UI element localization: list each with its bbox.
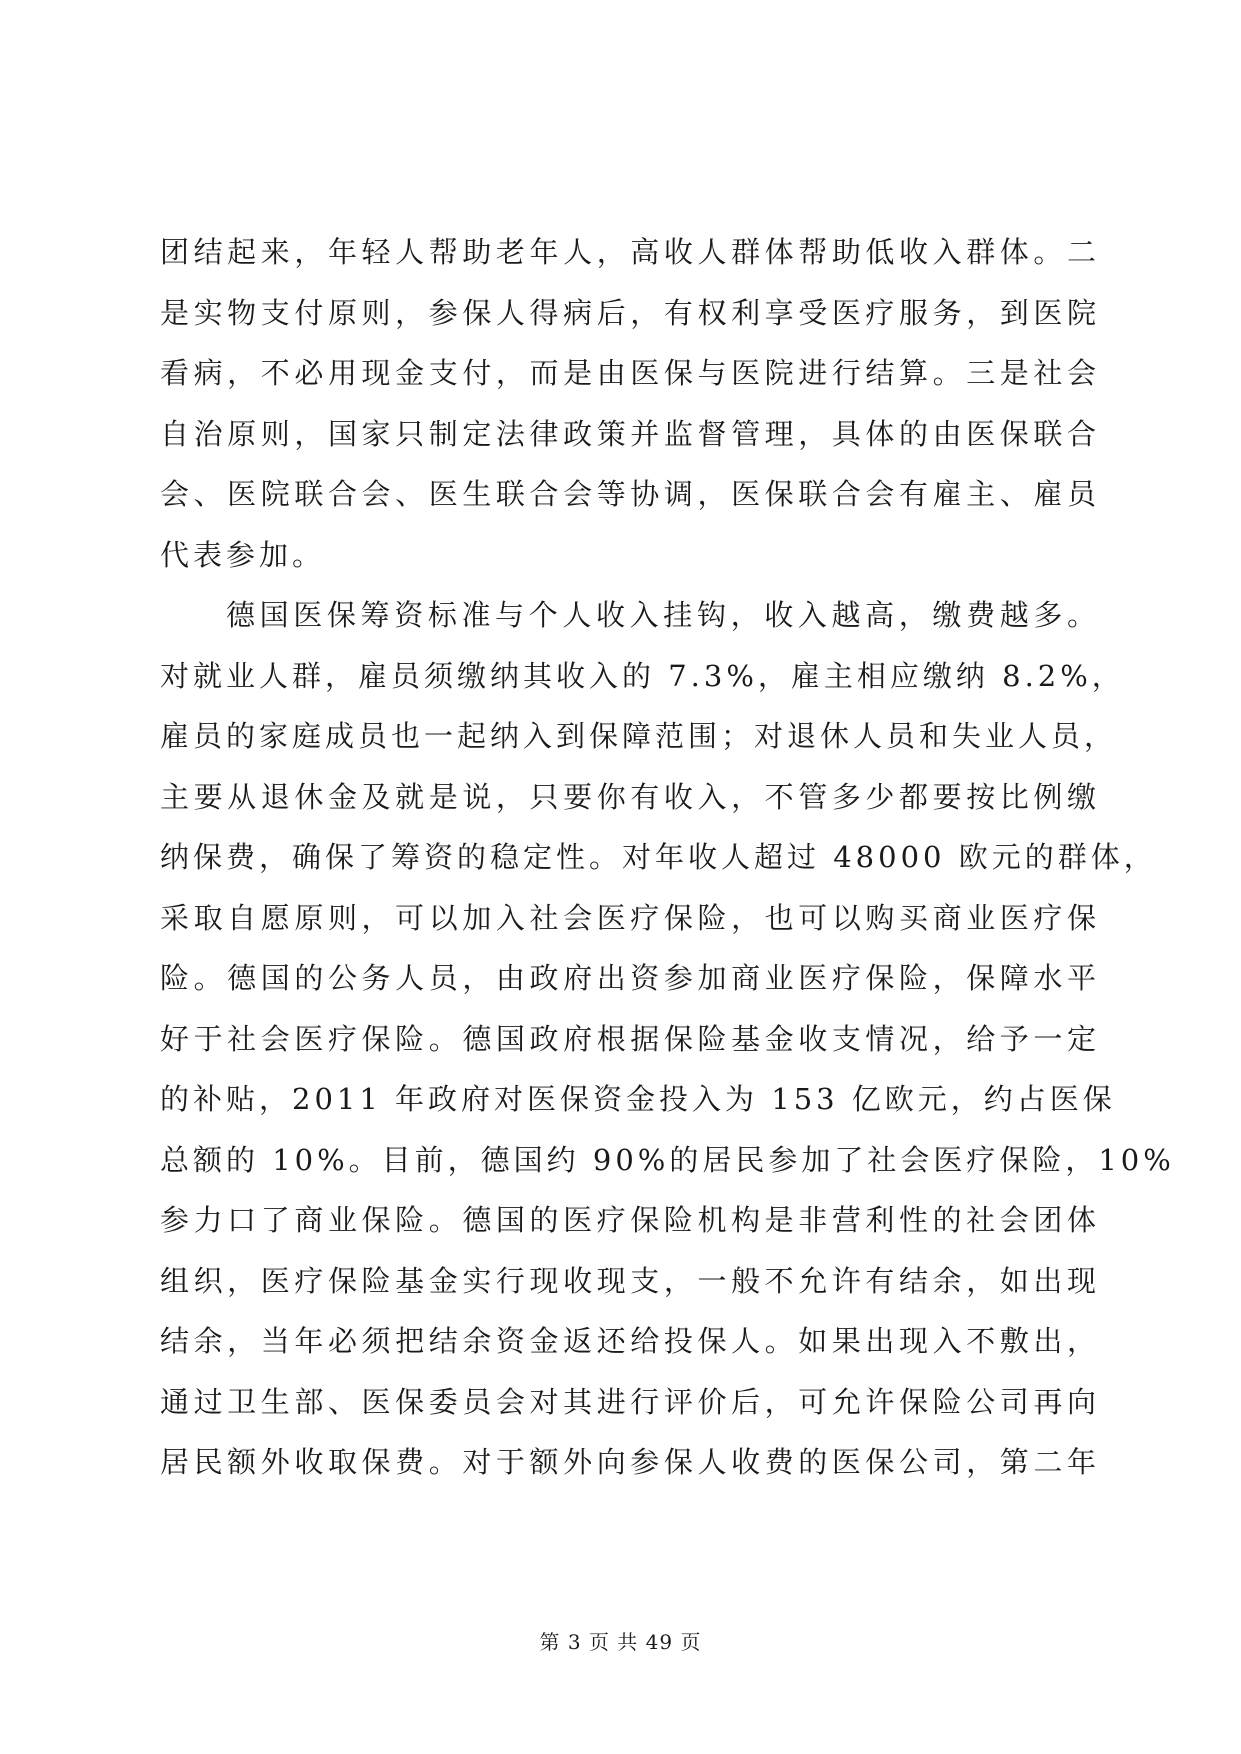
text-line: 德国医保筹资标准与个人收入挂钩，收入越高，缴费越多。 bbox=[226, 598, 1100, 632]
text-line: 主要从退休金及就是说，只要你有收入，不管多少都要按比例缴 bbox=[160, 779, 1100, 814]
text-line: 代表参加。 bbox=[160, 537, 326, 572]
text-line: 会、医院联合会、医生联合会等协调，医保联合会有雇主、雇员 bbox=[160, 477, 1100, 511]
page-number-footer: 第 3 页 共 49 页 bbox=[539, 1630, 702, 1654]
text-line: 好于社会医疗保险。德国政府根据保险基金收支情况，给予一定 bbox=[160, 1021, 1100, 1056]
text-line: 险。德国的公务人员，由政府出资参加商业医疗保险，保障水平 bbox=[160, 961, 1100, 995]
document-body bbox=[160, 222, 1175, 1493]
text-line: 对就业人群，雇员须缴纳其收入的 7.3%，雇主相应缴纳 8.2%， bbox=[160, 658, 1125, 693]
text-line: 雇员的家庭成员也一起纳入到保障范围；对退休人员和失业人员， bbox=[160, 719, 1118, 753]
paragraph-2 bbox=[160, 585, 1175, 1493]
text-line: 是实物支付原则，参保人得病后，有权利享受医疗服务，到医院 bbox=[160, 295, 1100, 330]
text-line: 总额的 10%。目前，德国约 90%的居民参加了社会医疗保险，10% bbox=[160, 1142, 1175, 1177]
text-line: 参力口了商业保险。德国的医疗保险机构是非营利性的社会团体 bbox=[160, 1203, 1100, 1237]
text-line: 纳保费，确保了筹资的稳定性。对年收人超过 48000 欧元的群体， bbox=[160, 840, 1157, 874]
text-line: 的补贴，2011 年政府对医保资金投入为 153 亿欧元，约占医保 bbox=[160, 1082, 1116, 1116]
paragraph-1 bbox=[160, 222, 1100, 585]
text-line: 团结起来，年轻人帮助老年人，高收人群体帮助低收入群体。二 bbox=[160, 235, 1100, 269]
text-line: 结余，当年必须把结余资金返还给投保人。如果出现入不敷出， bbox=[160, 1324, 1100, 1358]
text-line: 自治原则，国家只制定法律政策并监督管理，具体的由医保联合 bbox=[160, 416, 1100, 451]
text-line: 采取自愿原则，可以加入社会医疗保险，也可以购买商业医疗保 bbox=[160, 900, 1100, 935]
text-line: 组织，医疗保险基金实行现收现支，一般不允许有结余，如出现 bbox=[160, 1263, 1100, 1298]
text-line: 居民额外收取保费。对于额外向参保人收费的医保公司，第二年 bbox=[160, 1445, 1100, 1479]
text-line: 通过卫生部、医保委员会对其进行评价后，可允许保险公司再向 bbox=[160, 1384, 1100, 1419]
text-line: 看病，不必用现金支付，而是由医保与医院进行结算。三是社会 bbox=[160, 356, 1100, 390]
